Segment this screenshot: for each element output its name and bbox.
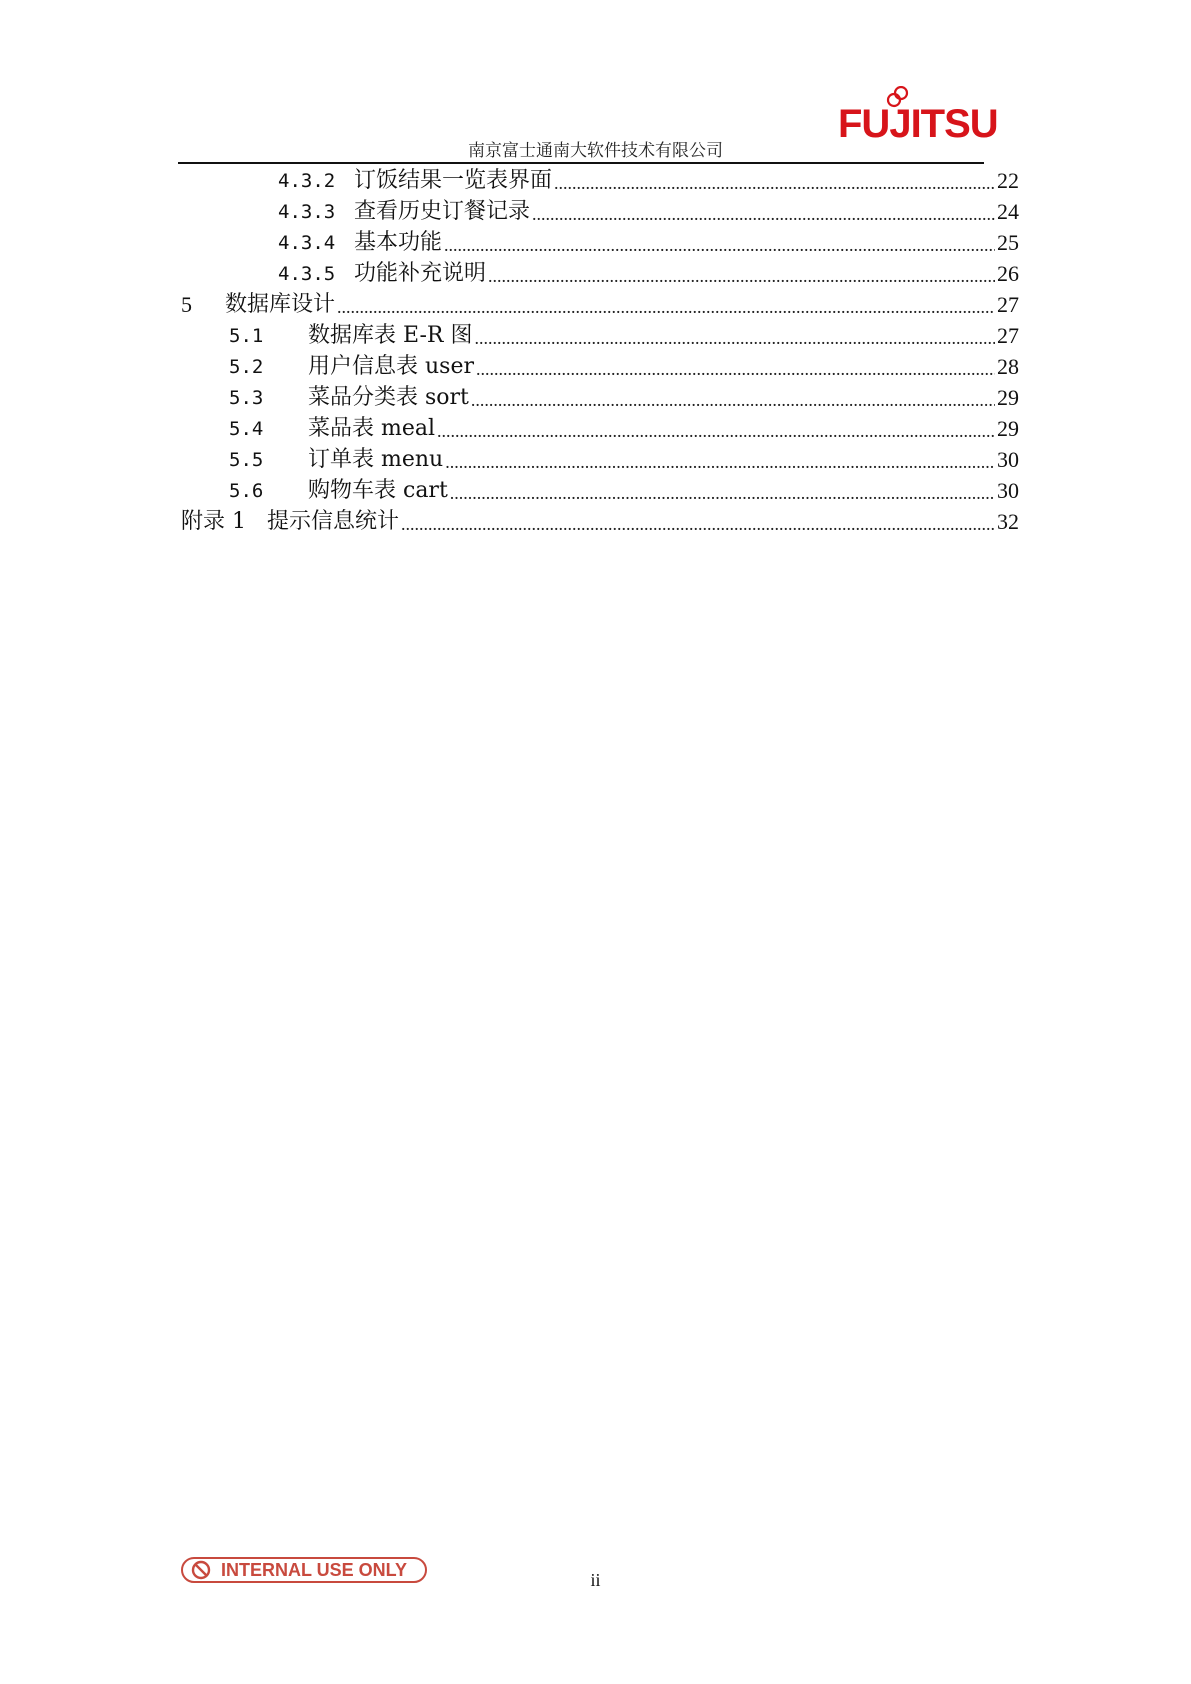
fujitsu-logo <box>838 86 998 152</box>
toc-entry-page: 27 <box>997 292 1019 317</box>
toc-entry-number: 5.6 <box>229 480 264 502</box>
toc-entry-title: 数据库设计 <box>225 292 336 317</box>
toc-entry[interactable] <box>229 443 1019 474</box>
toc-entry-page: 28 <box>997 354 1019 379</box>
toc-entry-title: 基本功能 <box>354 230 443 255</box>
toc-entry-title: 提示信息统计 <box>267 509 400 534</box>
toc-entry[interactable] <box>229 319 1019 350</box>
toc-entry-number: 5.4 <box>229 418 264 440</box>
toc-entry-page: 32 <box>997 509 1019 534</box>
toc-entry-number: 5.2 <box>229 356 264 378</box>
toc-entry[interactable] <box>278 195 1019 226</box>
toc-entry-number: 5.5 <box>229 449 264 471</box>
toc-leader-dots <box>471 386 995 412</box>
toc-entry-title: 购物车表 cart <box>308 478 448 503</box>
toc-entry-page: 22 <box>997 168 1019 193</box>
toc-entry-page: 27 <box>997 323 1019 348</box>
toc-leader-dots <box>476 355 995 381</box>
toc-entry[interactable] <box>229 350 1019 381</box>
toc-leader-dots <box>445 448 995 474</box>
toc-entry[interactable] <box>181 505 1019 536</box>
toc-entry[interactable] <box>181 288 1019 319</box>
toc-entry-page: 25 <box>997 230 1019 255</box>
toc-entry-page: 26 <box>997 261 1019 286</box>
toc-leader-dots <box>532 200 995 226</box>
toc-entry-title: 用户信息表 user <box>308 354 474 379</box>
toc-entry[interactable] <box>278 164 1019 195</box>
toc-entry-number: 5 <box>181 292 192 317</box>
toc-leader-dots <box>474 324 995 350</box>
toc-entry-title: 订饭结果一览表界面 <box>354 168 553 193</box>
toc-entry-page: 30 <box>997 447 1019 472</box>
toc-entry-number: 4.3.5 <box>278 263 336 285</box>
toc-entry-page: 30 <box>997 478 1019 503</box>
toc-entry-number: 4.3.3 <box>278 201 336 223</box>
toc-entry[interactable] <box>229 381 1019 412</box>
logo-wordmark: FUJITSU <box>838 102 998 146</box>
toc-entry-page: 29 <box>997 385 1019 410</box>
toc-entry-title: 订单表 menu <box>308 447 444 472</box>
toc-entry-number: 5.1 <box>229 325 264 347</box>
toc-leader-dots <box>488 262 995 288</box>
toc-entry-title: 菜品表 meal <box>308 416 436 441</box>
toc-leader-dots <box>337 293 995 319</box>
toc-entry-number: 4.3.4 <box>278 232 336 254</box>
toc-entry-title: 数据库表 E-R 图 <box>308 323 473 348</box>
toc-entry-page: 29 <box>997 416 1019 441</box>
toc-entry[interactable] <box>278 257 1019 288</box>
toc-entry[interactable] <box>229 474 1019 505</box>
toc-entry[interactable] <box>229 412 1019 443</box>
toc-entry-title: 查看历史订餐记录 <box>354 199 531 224</box>
toc-entry-title: 功能补充说明 <box>354 261 487 286</box>
internal-use-label: INTERNAL USE ONLY <box>221 1559 408 1580</box>
toc-leader-dots <box>437 417 995 443</box>
toc-entry-number: 附录 1 <box>181 509 246 534</box>
toc-entry-number: 4.3.2 <box>278 170 336 192</box>
toc-entry-number: 5.3 <box>229 387 264 409</box>
toc-leader-dots <box>444 231 995 257</box>
toc-leader-dots <box>554 169 995 195</box>
toc-entry[interactable] <box>278 226 1019 257</box>
page-number: ii <box>590 1570 601 1590</box>
toc-leader-dots <box>401 510 995 536</box>
toc-entry-page: 24 <box>997 199 1019 224</box>
toc-entry-title: 菜品分类表 sort <box>308 385 469 410</box>
company-name: 南京富士通南大软件技术有限公司 <box>468 141 723 161</box>
toc-leader-dots <box>450 479 995 505</box>
